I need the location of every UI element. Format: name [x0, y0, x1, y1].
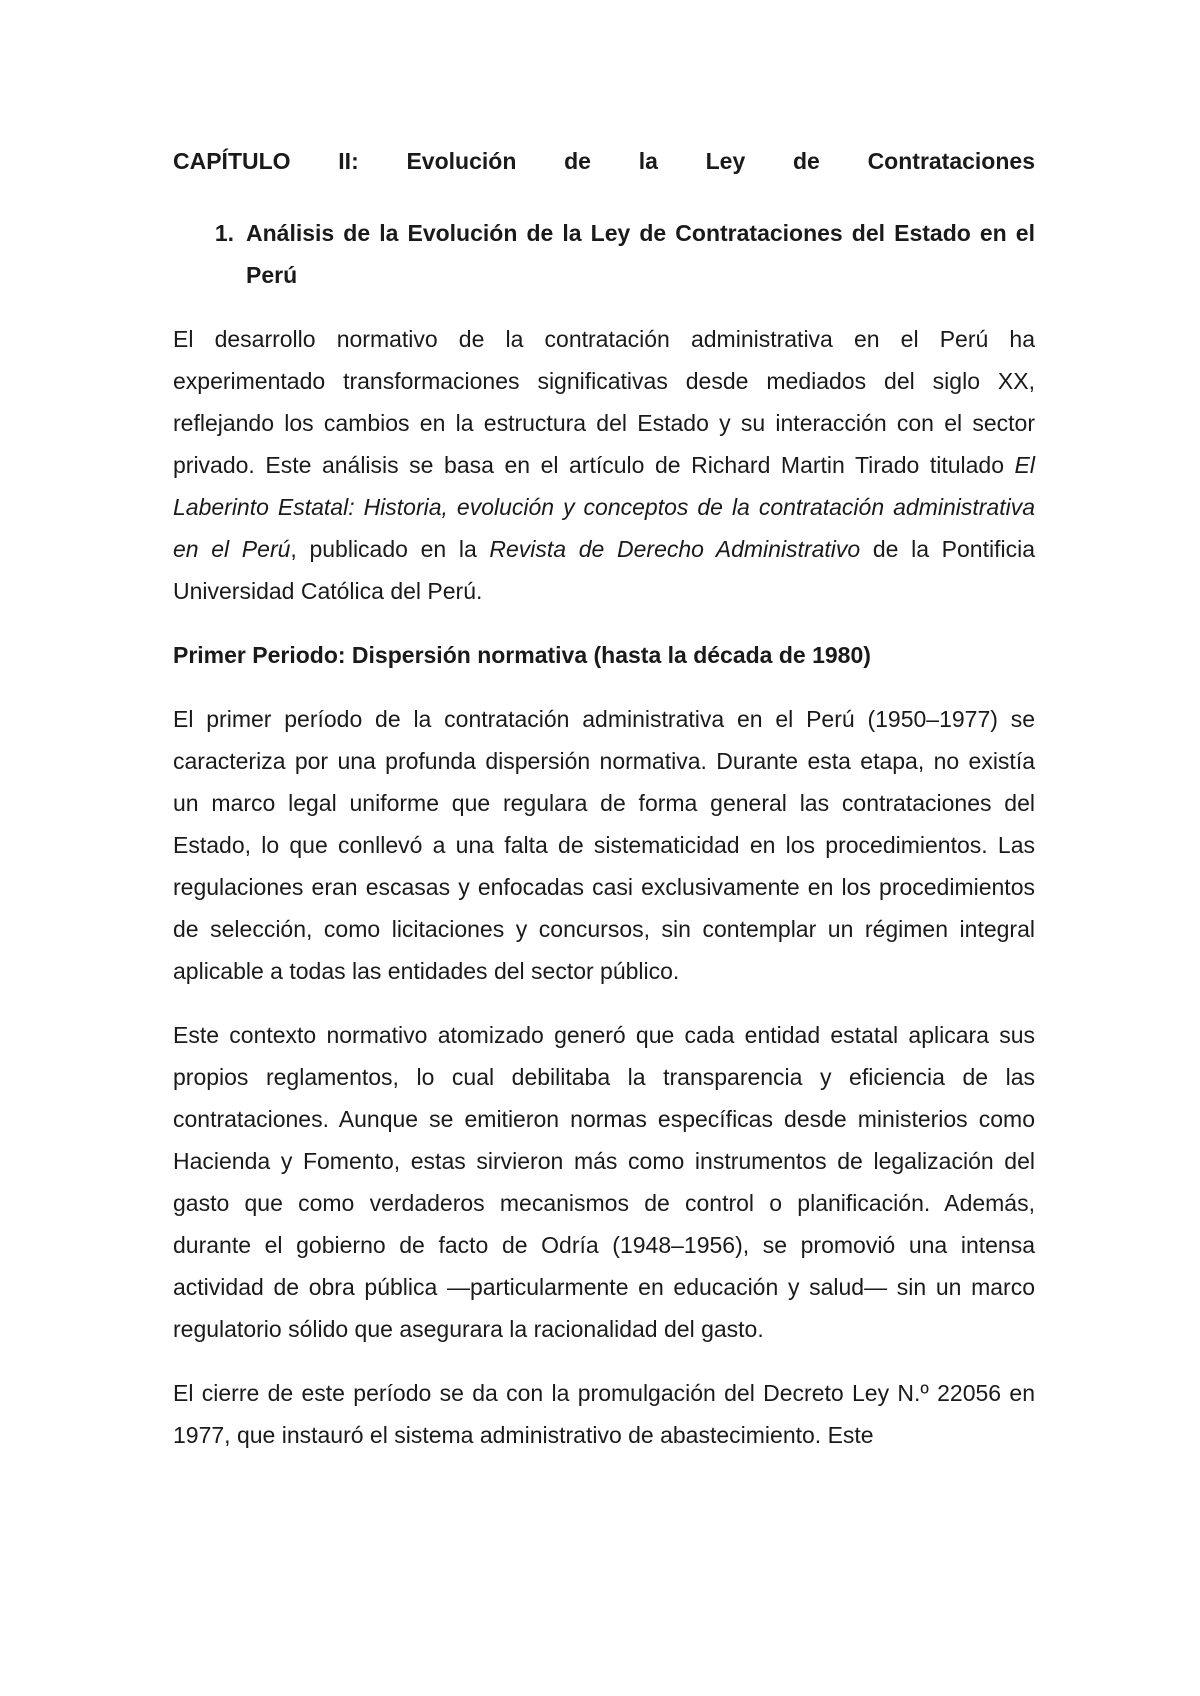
journal-title: Revista de Derecho Administrativo: [489, 536, 861, 562]
paragraph-2: Este contexto normativo atomizado generó que cada entidad estatal aplicara sus propios reglamentos, lo cual debilitaba la transparencia y eficiencia de las contrataciones. Aunque se emitieron normas específicas desde ministerios como Hacienda y Fomento, estas sirvieron más como instrumentos de legalización del gasto que como verdaderos mecanismos de control o planificación. Además, durante el gobierno de facto de Odría (1948–1956), se promovió una intensa actividad de obra pública —particularmente en educación y salud— sin un marco regulatorio sólido que asegurara la racionalidad del gasto.: [173, 1022, 1035, 1342]
article-title: El Laberinto Estatal: Historia, evolución y conceptos de la contratación administrativa en el Perú: [173, 452, 1035, 562]
intro-text-between: , publicado en la: [290, 536, 490, 562]
intro-text-after: de la Pontificia Universidad Católica del Perú.: [173, 536, 1036, 604]
section-title: Análisis de la Evolución de la Ley de Contrataciones del Estado en el Perú: [246, 220, 1035, 288]
paragraph-1: El primer período de la contratación administrativa en el Perú (1950–1977) se caracteriza por una profunda dispersión normativa. Durante esta etapa, no existía un marco legal uniforme que regulara de forma general las contrataciones del Estado, lo que conllevó a una falta de sistematicidad en los procedimientos. Las regulaciones eran escasas y enfocadas casi exclusivamente en los procedimientos de selección, como licitaciones y concursos, sin contemplar un régimen integral aplicable a todas las entidades del sector público.: [173, 706, 1035, 984]
section-heading: [173, 212, 1035, 296]
subheading-primer-periodo: Primer Periodo: Dispersión normativa (hasta la década de 1980): [173, 642, 871, 668]
intro-text-before: El desarrollo normativo de la contratación administrativa en el Perú ha experimentado transformaciones significativas desde mediados del siglo XX, reflejando los cambios en la estructura del Estado y su interacción con el sector privado. Este análisis se basa en el artículo de Richard Martin Tirado titulado: [173, 326, 1035, 478]
paragraph-3: El cierre de este período se da con la promulgación del Decreto Ley N.º 22056 en 1977, que instauró el sistema administrativo de abastecimiento. Este: [173, 1380, 1035, 1448]
intro-paragraph: [173, 318, 1035, 612]
chapter-title: CAPÍTULO II: Evolución de la Ley de Contrataciones: [173, 148, 1035, 174]
document-page: [173, 140, 1035, 1478]
section-number: 1.: [214, 220, 234, 246]
